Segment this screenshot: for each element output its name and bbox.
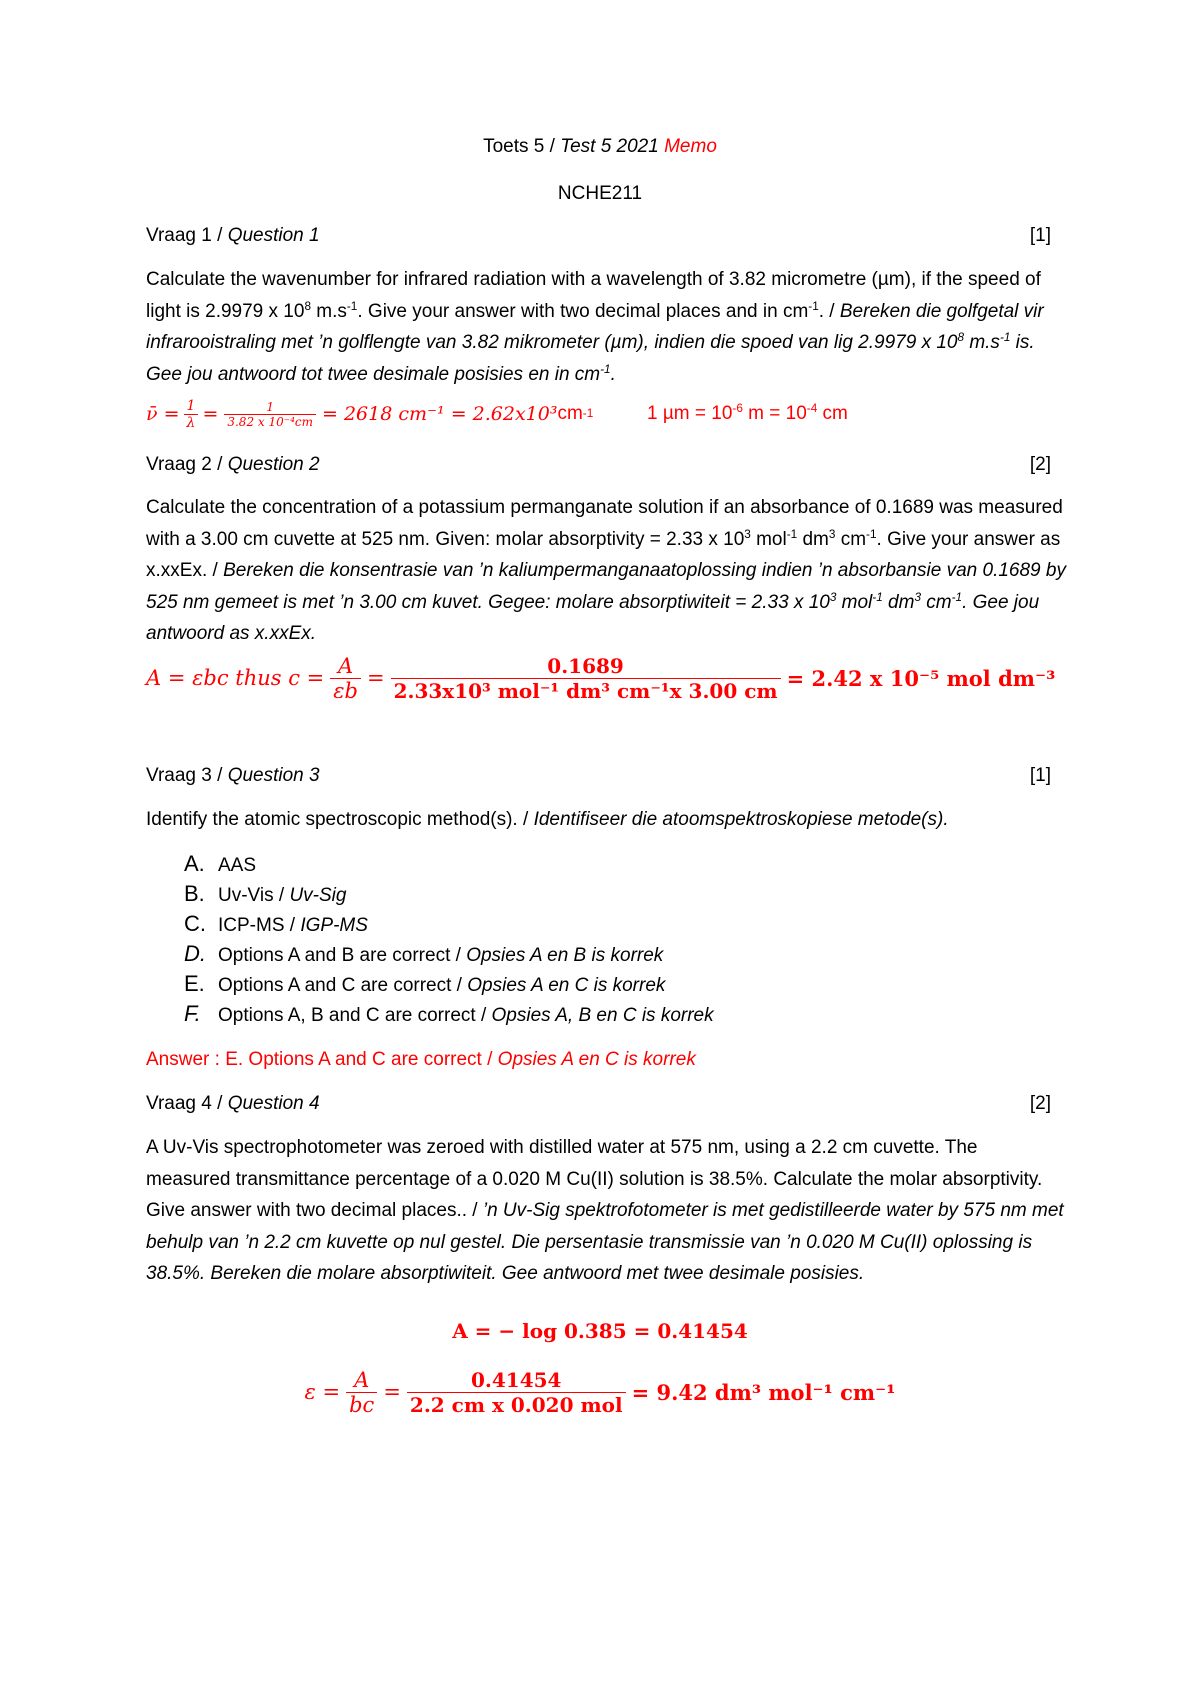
option-f: F. Options A, B and C are correct / Opsies A, B en C is korrek [184, 1001, 714, 1026]
unit-conversion-note: 1 $\mu m = 10^{-6}$ $m = 10^{-4}$ cm [647, 401, 848, 424]
question-1-answer: ν̄ = $\frac{1}{\lambda}$ = $\frac{1}{\text{3.82 x 10⁻⁴cm}}$ = 2618 cm⁻¹ = 2.62x10³ cm -1 [146, 397, 594, 431]
question-3-prompt: Identify the atomic spectroscopic method(s). / Identifiseer die atoomspektroskopiese metode(s). [146, 809, 949, 830]
option-e: E. Options A and C are correct / Opsies A en C is korrek [184, 971, 666, 996]
question-3-marks: [1] [1029, 765, 1051, 786]
question-4-answer-absorptivity: ε = $\frac{A}{bc}$ = $\frac{0.41454}{\text{2.2 cm x 0.020 mol}}$ = 9.42 dm³ mol⁻¹ cm⁻¹ [304, 1367, 896, 1417]
option-a: A. AAS [184, 851, 257, 876]
question-4-text: A Uv-Vis spectrophotometer was zeroed with distilled water at 575 nm, using a 2.2 cm cuvette. The measured transmittance percentage of a 0.020 M Cu(II) solution is 38.5%. Calculate the molar absorptivity. Give answer with two decimal places.. / ’n Uv-Sig spektrofotometer is met gedistilleerde water by 575 nm met behulp van ’n 2.2 cm kuvette op nul gestel. Die persentasie transmissie van ’n 0.020 M Cu(II) oplossing is 38.5%. Bereken die molare absorptiwiteit. Gee antwoord met twee desimale posisies. [146, 1137, 1064, 1284]
course-code: NCHE211 [557, 183, 643, 204]
option-c: C. ICP-MS / IGP-MS [184, 911, 368, 936]
question-3-answer: Answer : E. Options A and C are correct / Opsies A en C is korrek [146, 1049, 696, 1070]
question-2-answer: A = εbc thus c = $\frac{A}{\varepsilon b}$ = $\frac{0.1689}{\text{2.33x10³ mol⁻¹ dm³ cm⁻¹x 3.00 cm}}$ = 2.42 x 10⁻⁵ mol dm⁻³ [146, 653, 1056, 703]
question-1-marks: [1] [1029, 225, 1051, 246]
question-2-marks: [2] [1029, 454, 1051, 475]
question-2-text: Calculate the concentration of a potassium permanganate solution if an absorbance of 0.1689 was measured with a 3.00 cm cuvette at 525 nm. Given: molar absorptivity = 2.33 x $10^3$ mol$^{-1}$ $dm^3$ $cm^{-1}$. Give your answer as x.xxEx. / Bereken die konsentrasie van ’n kaliumpermanganaatoplossing indien ’n absorbansie van 0.1689 by 525 nm gemeet is met ’n 3.00 cm kuvet. Gegee: molare absorptiwiteit = 2.33 x $10^3$ mol$^{-1}$ $dm^3$ $cm^{-1}$. Gee jou antwoord as x.xxEx. [146, 497, 1066, 644]
question-4-marks: [2] [1029, 1093, 1051, 1114]
question-1-text: Calculate the wavenumber for infrared radiation with a wavelength of 3.82 micrometre (µm), if the speed of light is 2.9979 x $10^8$ $m.s^{-1}$. Give your answer with two decimal places and in $cm^{-1}$. / Bereken die golfgetal vir infrarooistraling met ’n golflengte van 3.82 mikrometer (µm), indien die spoed van lig 2.9979 x $10^8$ $m.s^{-1}$ is. Gee jou antwoord tot twee desimale posisies en in $cm^{-1}$. [146, 269, 1044, 385]
question-1-heading: Vraag 1 / Question 1 [1] [146, 225, 1051, 246]
option-b: B. Uv-Vis / Uv-Sig [184, 881, 347, 906]
option-d: D. Options A and B are correct / Opsies A en B is korrek [184, 941, 664, 966]
question-4-heading: Vraag 4 / Question 4 [2] [146, 1093, 1051, 1114]
document-title: Toets 5 / Test 5 2021 Memo [483, 136, 717, 157]
question-3-heading: Vraag 3 / Question 3 [1] [146, 765, 1051, 786]
question-4-answer-absorbance: A = − log 0.385 = 0.41454 [452, 1319, 748, 1343]
question-2-heading: Vraag 2 / Question 2 [2] [146, 454, 1051, 475]
